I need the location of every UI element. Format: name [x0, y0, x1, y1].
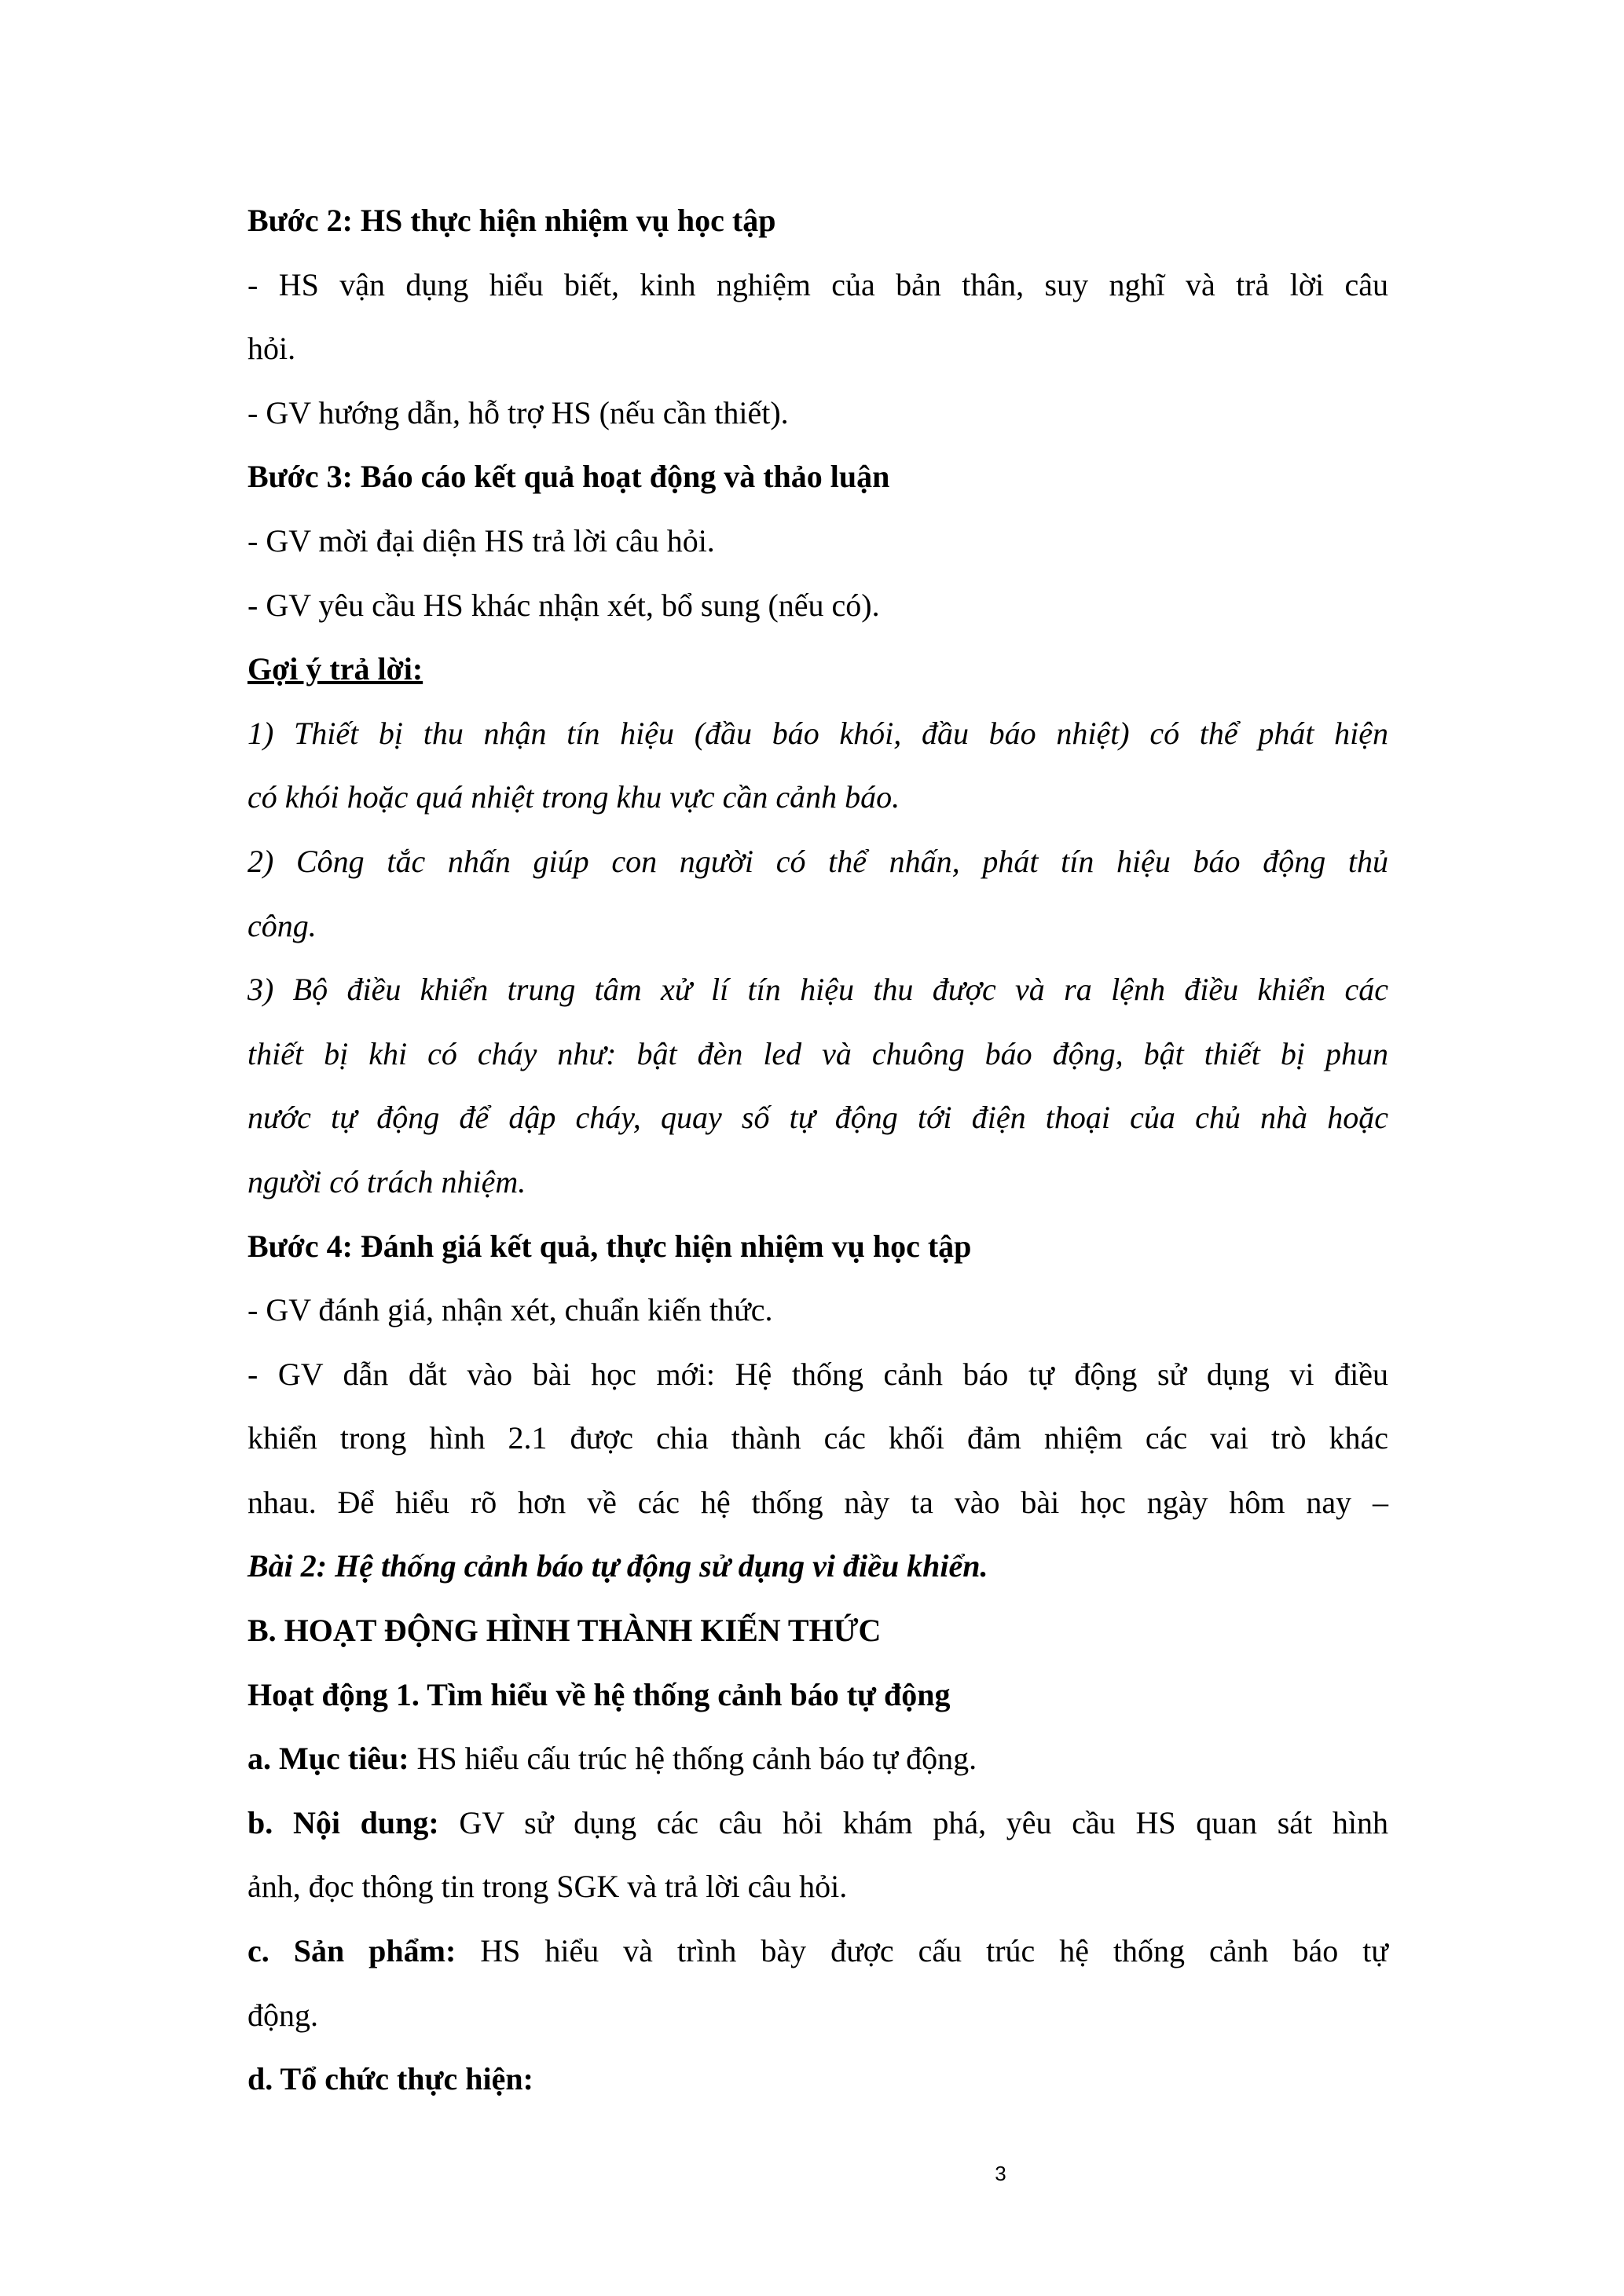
text-line: - GV đánh giá, nhận xét, chuẩn kiến thức.: [247, 1292, 773, 1328]
text-line: Bài 2: Hệ thống cảnh báo tự động sử dụng vi điều khiển.: [247, 1548, 988, 1584]
text-line: 2) Công tắc nhấn giúp con người có thể nhấn, phát tín hiệu báo động thủ: [247, 843, 1388, 879]
text-line: - GV yêu cầu HS khác nhận xét, bổ sung (nếu có).: [247, 587, 880, 623]
noi-dung-line-2: ảnh, đọc thông tin trong SGK và trả lời câu hỏi.: [247, 1869, 848, 1905]
heading-line: B. HOẠT ĐỘNG HÌNH THÀNH KIẾN THỨC: [247, 1613, 882, 1649]
muc-tieu-text: HS hiểu cấu trúc hệ thống cảnh báo tự động.: [409, 1741, 977, 1777]
heading-line: Bước 2: HS thực hiện nhiệm vụ học tập: [247, 203, 776, 238]
text-line: nhau. Để hiểu rõ hơn về các hệ thống này ta vào bài học ngày hôm nay –: [247, 1484, 1388, 1520]
muc-tieu-label: a. Mục tiêu:: [247, 1741, 409, 1777]
muc-tieu-line: [247, 1727, 1388, 1791]
text-line: hỏi.: [247, 331, 296, 367]
heading-line: Bước 3: Báo cáo kết quả hoạt động và thảo luận: [247, 459, 890, 495]
text-line: thiết bị khi có cháy như: bật đèn led và chuông báo động, bật thiết bị phun: [247, 1035, 1388, 1071]
text-line: người có trách nhiệm.: [247, 1163, 526, 1199]
san-pham-line: [247, 1919, 1388, 1983]
text-line: - GV hướng dẫn, hỗ trợ HS (nếu cần thiết).: [247, 394, 789, 430]
noi-dung-label: b. Nội dung:: [247, 1804, 439, 1840]
text-line: - HS vận dụng hiểu biết, kinh nghiệm của bản thân, suy nghĩ và trả lời câu: [247, 266, 1388, 302]
to-chuc-heading: d. Tổ chức thực hiện:: [247, 2061, 533, 2097]
text-line: 3) Bộ điều khiển trung tâm xử lí tín hiệu thu được và ra lệnh điều khiển các: [247, 972, 1388, 1008]
noi-dung-text: GV sử dụng các câu hỏi khám phá, yêu cầu HS quan sát hình: [438, 1804, 1388, 1840]
text-line: khiển trong hình 2.1 được chia thành các khối đảm nhiệm các vai trò khác: [247, 1420, 1388, 1456]
text-line: - GV dẫn dắt vào bài học mới: Hệ thống cảnh báo tự động sử dụng vi điều: [247, 1356, 1388, 1392]
text-line: 1) Thiết bị thu nhận tín hiệu (đầu báo khói, đầu báo nhiệt) có thể phát hiện: [247, 715, 1388, 751]
heading-line: Hoạt động 1. Tìm hiểu về hệ thống cảnh báo tự động: [247, 1676, 951, 1712]
heading-line: Bước 4: Đánh giá kết quả, thực hiện nhiệm vụ học tập: [247, 1228, 972, 1264]
noi-dung-line: [247, 1791, 1388, 1855]
page-number: 3: [995, 2162, 1006, 2185]
san-pham-line-2: động.: [247, 1997, 318, 2033]
text-line: - GV mời đại diện HS trả lời câu hỏi.: [247, 522, 715, 558]
document-lines: [247, 189, 1388, 1727]
document-body: [247, 189, 1388, 2111]
san-pham-text: HS hiểu và trình bày được cấu trúc hệ thống cảnh báo tự: [456, 1933, 1388, 1969]
text-line: nước tự động để dập cháy, quay số tự động tới điện thoại của chủ nhà hoặc: [247, 1100, 1388, 1136]
san-pham-label: c. Sản phẩm:: [247, 1933, 456, 1969]
text-line: có khói hoặc quá nhiệt trong khu vực cần cảnh báo.: [247, 779, 900, 815]
text-line: công.: [247, 907, 317, 943]
heading-line: Gợi ý trả lời:: [247, 651, 423, 687]
